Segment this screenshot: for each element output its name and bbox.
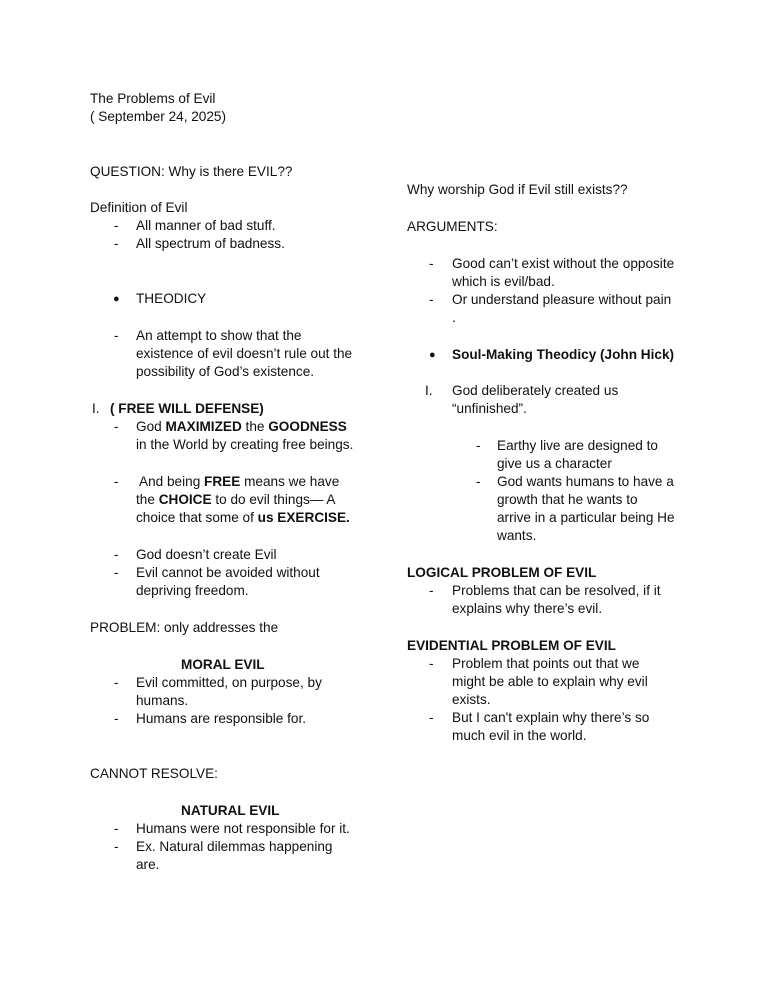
list-dash: - [476, 474, 481, 489]
fwd-point-3: God doesn’t create Evil [136, 547, 277, 562]
moral-item: Evil committed, on purpose, by [136, 675, 322, 690]
problem-line: PROBLEM: only addresses the [90, 620, 279, 635]
theodicy-line: existence of evil doesn’t rule out the [136, 346, 353, 361]
fwd-point-1: God MAXIMIZED the GOODNESS [136, 419, 347, 434]
theodicy-label: THEODICY [136, 291, 207, 306]
fwd-point-2-cont: the CHOICE to do evil things— A [136, 492, 336, 507]
list-dash: - [114, 419, 119, 434]
bullet-icon: ● [429, 349, 436, 361]
argument-item: Or understand pleasure without pain [452, 292, 672, 307]
soul-point: God deliberately created us [452, 383, 619, 398]
fwd-point-4: Evil cannot be avoided without [136, 565, 320, 580]
soul-sub-item-cont: wants. [497, 528, 537, 543]
list-dash: - [114, 328, 119, 343]
list-dash: - [114, 474, 119, 489]
list-dash: - [114, 236, 119, 251]
evidential-item-cont: much evil in the world. [452, 728, 587, 743]
logical-problem-heading: LOGICAL PROBLEM OF EVIL [407, 565, 597, 580]
theodicy-line: possibility of God’s existence. [136, 364, 315, 379]
list-dash: - [114, 839, 119, 854]
moral-evil-heading: MORAL EVIL [181, 657, 265, 672]
definition-heading: Definition of Evil [90, 200, 188, 215]
list-dash: - [429, 256, 434, 271]
doc-title: The Problems of Evil [90, 91, 216, 106]
fwd-point-1-cont: in the World by creating free beings. [136, 437, 354, 452]
soul-sub-item-cont: arrive in a particular being He [497, 510, 675, 525]
fwd-point-2-cont: choice that some of us EXERCISE. [136, 510, 350, 525]
soul-sub-item: Earthy live are designed to [497, 438, 658, 453]
list-dash: - [114, 675, 119, 690]
natural-item-cont: are. [136, 857, 160, 872]
evidential-item-cont: might be able to explain why evil [452, 674, 648, 689]
definition-item: All manner of bad stuff. [136, 218, 276, 233]
fwd-point-4-cont: depriving freedom. [136, 583, 249, 598]
definition-item: All spectrum of badness. [136, 236, 285, 251]
soul-sub-item-cont: growth that he wants to [497, 492, 638, 507]
evidential-item: Problem that points out that we [452, 656, 640, 671]
worship-question: Why worship God if Evil still exists?? [407, 182, 628, 197]
fwd-title: ( FREE WILL DEFENSE) [110, 401, 264, 416]
moral-item: Humans are responsible for. [136, 711, 307, 726]
soul-making-heading: Soul-Making Theodicy (John Hick) [452, 347, 675, 362]
list-dash: - [429, 710, 434, 725]
natural-evil-heading: NATURAL EVIL [181, 803, 280, 818]
argument-item-cont: which is evil/bad. [452, 274, 555, 289]
soul-sub-item-cont: give us a character [497, 456, 612, 471]
evidential-item-cont: exists. [452, 692, 491, 707]
list-dash: - [114, 821, 119, 836]
cannot-resolve-line: CANNOT RESOLVE: [90, 766, 218, 781]
logical-item-cont: explains why there’s evil. [452, 601, 603, 616]
natural-item: Ex. Natural dilemmas happening [136, 839, 333, 854]
soul-sub-item: God wants humans to have a [497, 474, 674, 489]
list-dash: - [114, 711, 119, 726]
question-line: QUESTION: Why is there EVIL?? [90, 164, 293, 179]
arguments-label: ARGUMENTS: [407, 219, 498, 234]
argument-item-cont: . [452, 310, 456, 325]
evidential-problem-heading: EVIDENTIAL PROBLEM OF EVIL [407, 638, 616, 653]
evidential-item: But I can't explain why there’s so [452, 710, 650, 725]
fwd-point-2: And being FREE means we have [136, 474, 340, 489]
list-dash: - [114, 547, 119, 562]
list-dash: - [476, 438, 481, 453]
soul-point-cont: “unfinished”. [452, 401, 527, 416]
moral-item-cont: humans. [136, 693, 189, 708]
fwd-numeral: I. [92, 401, 100, 416]
soul-numeral: I. [425, 383, 433, 398]
argument-item: Good can’t exist without the opposite [452, 256, 675, 271]
list-dash: - [114, 218, 119, 233]
list-dash: - [114, 565, 119, 580]
doc-date: ( September 24, 2025) [90, 109, 227, 124]
logical-item: Problems that can be resolved, if it [452, 583, 661, 598]
list-dash: - [429, 656, 434, 671]
bullet-icon: ● [113, 293, 120, 305]
list-dash: - [429, 292, 434, 307]
list-dash: - [429, 583, 434, 598]
theodicy-line: An attempt to show that the [136, 328, 302, 343]
natural-item: Humans were not responsible for it. [136, 821, 350, 836]
